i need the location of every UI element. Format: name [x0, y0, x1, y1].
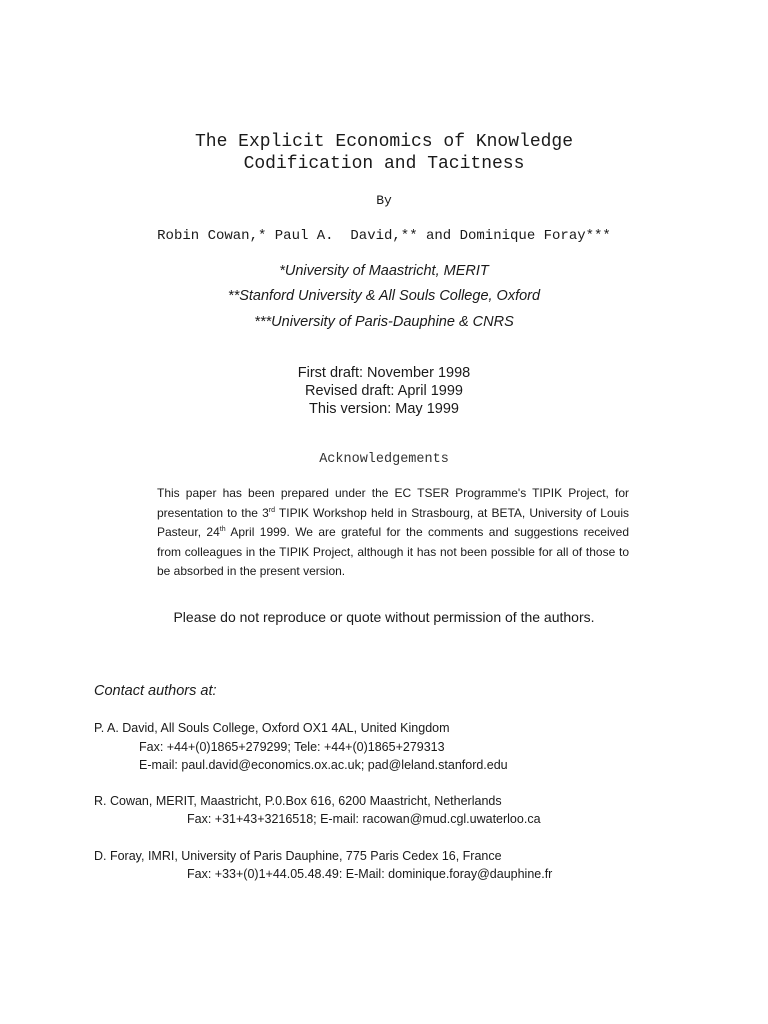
by-line: By [376, 193, 392, 208]
david-fax-tele: Fax: +44+(0)1865+279299; Tele: +44+(0)1865+279313 [139, 740, 445, 754]
permission-notice: Please do not reproduce or quote without permission of the authors. [173, 609, 595, 625]
affiliation-paris-dauphine: ***University of Paris-Dauphine & CNRS [254, 314, 514, 330]
foray-address: D. Foray, IMRI, University of Paris Dauphine, 775 Paris Cedex 16, France [94, 849, 502, 863]
title-line-1: The Explicit Economics of Knowledge [194, 132, 574, 152]
david-address: P. A. David, All Souls College, Oxford OX1 4AL, United Kingdom [94, 721, 450, 735]
title-line-2: Codification and Tacitness [243, 154, 525, 174]
ack-text-part-3: April 1999. We are grateful for the comments and suggestions received from colleagues in the TIPIK Project, although it has not been possible for all of those to be absorbed in the present version. [157, 525, 629, 578]
cowan-address: R. Cowan, MERIT, Maastricht, P.0.Box 616, 6200 Maastricht, Netherlands [94, 794, 502, 808]
ack-superscript-th: th [219, 526, 226, 533]
david-email: E-mail: paul.david@economics.ox.ac.uk; pad@leland.stanford.edu [139, 758, 508, 772]
author-list: Robin Cowan,* Paul A. David,** and Dominique Foray*** [157, 228, 611, 244]
this-version-date: This version: May 1999 [309, 401, 459, 417]
affiliation-stanford: **Stanford University & All Souls College, Oxford [227, 288, 541, 304]
ack-superscript-rd: rd [268, 506, 275, 514]
affiliation-maastricht: *University of Maastricht, MERIT [279, 263, 489, 279]
acknowledgements-text [157, 484, 629, 582]
first-draft-date: First draft: November 1998 [297, 365, 471, 381]
contact-heading: Contact authors at: [94, 683, 217, 699]
foray-fax-email: Fax: +33+(0)1+44.05.48.49: E-Mail: dominique.foray@dauphine.fr [187, 867, 553, 881]
acknowledgements-heading: Acknowledgements [319, 452, 449, 467]
ack-text-part-2: TIPIK Workshop held in Strasbourg, at BETA, University of Louis Pasteur, 24 [157, 505, 629, 539]
draft-dates [0, 364, 768, 418]
paper-title [0, 131, 768, 175]
cowan-fax-email: Fax: +31+43+3216518; E-mail: racowan@mud.cgl.uwaterloo.ca [187, 812, 541, 826]
ack-text-part-1: This paper has been prepared under the EC TSER Programme's TIPIK Project, for presentation to the 3 [157, 486, 629, 520]
revised-draft-date: Revised draft: April 1999 [305, 383, 463, 399]
